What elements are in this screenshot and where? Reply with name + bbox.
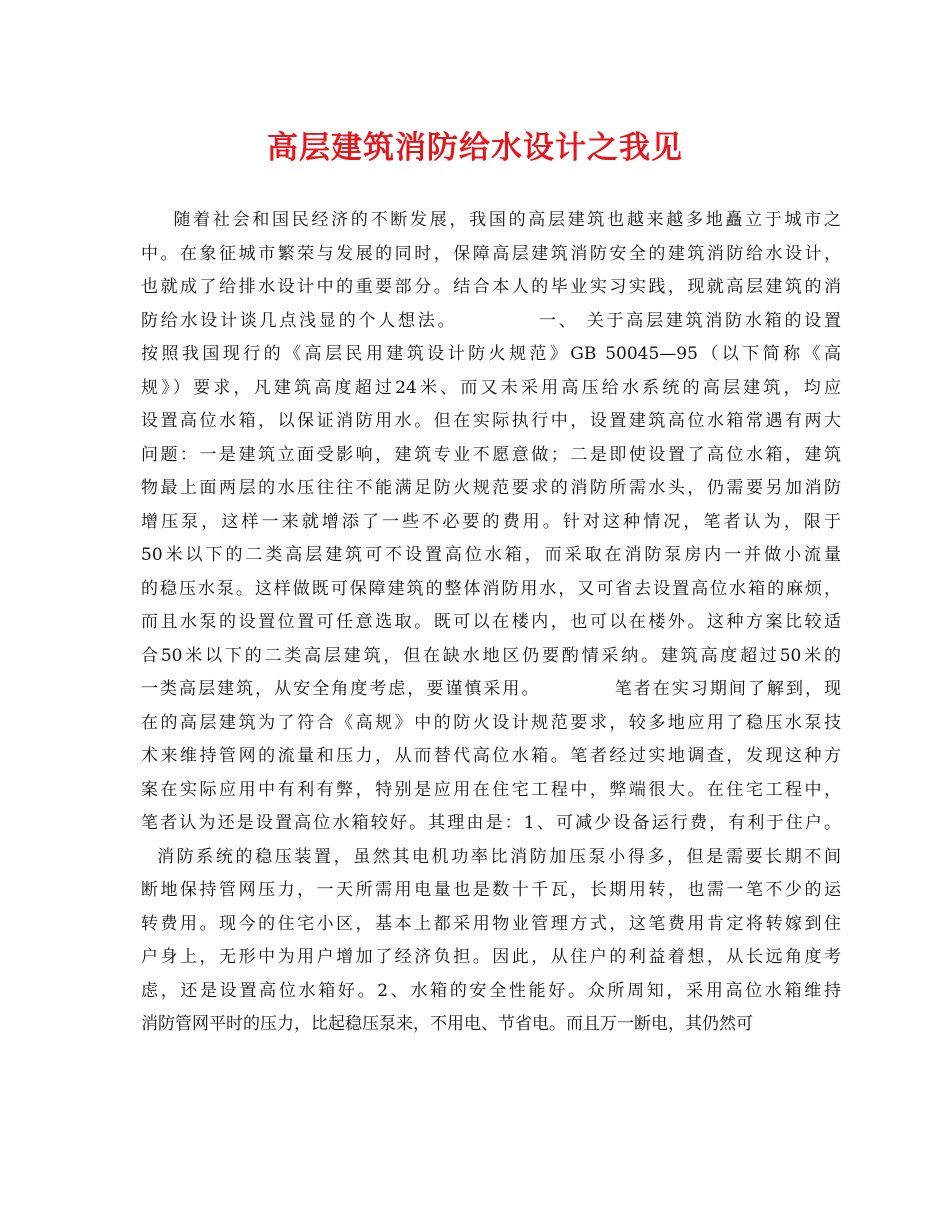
body-line: 案在实际应用中有利有弊，特别是应用在住宅工程中，弊端很大。在住宅工程中， [141, 779, 841, 800]
body-line: 断地保持管网压力，一天所需用电量也是数十千瓦，长期用转，也需一笔不少的运 [141, 880, 841, 900]
body-line: 中。在象征城市繁荣与发展的同时，保障高层建筑消防安全的建筑消防给水设计， [141, 243, 841, 264]
body-line: 合50米以下的二类高层建筑，但在缺水地区仍要酌情采纳。建筑高度超过50米的 [141, 645, 841, 666]
body-line: 按照我国现行的《高层民用建筑设计防火规范》GB 50045—95（以下简称《高 [141, 344, 841, 364]
body-line: 也就成了给排水设计中的重要部分。结合本人的毕业实习实践，现就高层建筑的消 [141, 277, 841, 297]
body-line: 虑，还是设置高位水箱好。2、水箱的安全性能好。众所周知，采用高位水箱维持 [141, 980, 841, 1001]
body-line: 问题：一是建筑立面受影响，建筑专业不愿意做；二是即使设置了高位水箱，建筑 [141, 444, 841, 465]
body-line: 设置高位水箱，以保证消防用水。但在实际执行中，设置建筑高位水箱常遇有两大 [141, 411, 841, 431]
body-line: 消防系统的稳压装置，虽然其电机功率比消防加压泵小得多，但是需要长期不间 [141, 846, 841, 867]
body-line: 转费用。现今的住宅小区，基本上都采用物业管理方式，这笔费用肯定将转嫁到住 [141, 913, 841, 934]
body-line: 而且水泵的设置位置可任意选取。既可以在楼内，也可以在楼外。这种方案比较适 [141, 612, 841, 632]
body-line: 规》）要求，凡建筑高度超过24米、而又未采用高压给水系统的高层建筑，均应 [141, 377, 841, 398]
body-line: 50米以下的二类高层建筑可不设置高位水箱，而采取在消防泵房内一并做小流量 [141, 545, 841, 565]
body-line: 户身上，无形中为用户增加了经济负担。因此，从住户的利益着想，从长远角度考 [141, 947, 841, 967]
body-line: 防给水设计谈几点浅显的个人想法。 一、 关于高层建筑消防水箱的设置 [141, 310, 841, 331]
body-line: 笔者认为还是设置高位水箱较好。其理由是：1、可减少设备运行费，有利于住户。 [141, 813, 841, 833]
body-line: 在的高层建筑为了符合《高规》中的防火设计规范要求，较多地应用了稳压水泵技 [141, 712, 841, 733]
body-line: 消防管网平时的压力，比起稳压泵来，不用电、节省电。而且万一断电，其仍然可 [141, 1014, 753, 1034]
document-title: 高层建筑消防给水设计之我见 [267, 130, 683, 166]
body-line: 一类高层建筑，从安全角度考虑，要谨慎采用。 笔者在实习期间了解到，现 [141, 679, 841, 699]
body-line: 术来维持管网的流量和压力，从而替代高位水箱。笔者经过实地调查，发现这种方 [141, 746, 841, 766]
body-line: 的稳压水泵。这样做既可保障建筑的整体消防用水，又可省去设置高位水箱的麻烦， [141, 578, 841, 599]
body-line: 增压泵，这样一来就增添了一些不必要的费用。针对这种情况，笔者认为，限于 [141, 511, 841, 532]
body-line: 随着社会和国民经济的不断发展，我国的高层建筑也越来越多地矗立于城市之 [141, 210, 841, 230]
document-body [141, 204, 841, 1042]
body-line: 物最上面两层的水压往往不能满足防火规范要求的消防所需水头，仍需要另加消防 [141, 478, 841, 498]
